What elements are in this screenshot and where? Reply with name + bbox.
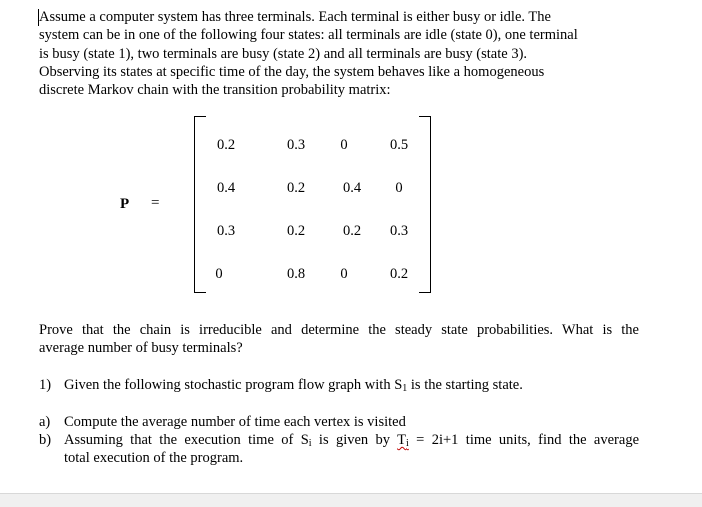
matrix-cell-3-3: 0.2 <box>389 266 409 282</box>
question-b-t: T <box>397 432 407 448</box>
question-1-marker: 1) <box>39 377 52 393</box>
question-b-part-b: is given by <box>311 432 398 448</box>
matrix-cell-0-3: 0.5 <box>389 137 409 153</box>
prove-line: average number of busy terminals? <box>39 340 243 357</box>
prove-paragraph[interactable] <box>39 321 639 358</box>
matrix-cell-3-2: 0 <box>340 266 348 282</box>
question-1-subscript: 1 <box>402 383 408 394</box>
matrix-cell-2-1: 0.2 <box>286 223 306 239</box>
question-b-part-a: Assuming that the execution time of S <box>64 432 309 448</box>
question-b-text[interactable] <box>64 431 639 468</box>
question-1-text-after: is the starting state. <box>407 377 523 393</box>
question-b-part-c: = 2i+1 time units, find the average <box>408 432 640 448</box>
matrix-cell-2-3: 0.3 <box>389 223 409 239</box>
prove-line: Prove that the chain is irreducible and determine the steady state probabilities. What is the <box>39 322 639 338</box>
question-b-spellcheck-t <box>397 432 409 448</box>
bottom-scroll-area <box>0 493 702 507</box>
intro-line: Observing its states at specific time of the day, the system behaves like a homogeneous <box>39 63 545 80</box>
matrix-cell-1-1: 0.2 <box>286 180 306 196</box>
matrix-cell-3-1: 0.8 <box>286 266 306 282</box>
matrix-equals: = <box>151 195 160 211</box>
intro-line: discrete Markov chain with the transition probability matrix: <box>39 82 391 99</box>
matrix-label: P <box>120 196 130 212</box>
question-a-marker: a) <box>39 414 51 430</box>
question-b-marker: b) <box>39 432 52 448</box>
intro-line: Assume a computer system has three terminals. Each terminal is either busy or idle. The <box>39 9 551 25</box>
question-b-sub-s: i <box>308 438 312 449</box>
question-1-text-before: Given the following stochastic program flow graph with S <box>64 377 403 393</box>
matrix-cell-0-2: 0 <box>340 137 348 153</box>
question-1-text[interactable] <box>64 376 639 394</box>
matrix-cell-1-2: 0.4 <box>342 180 362 196</box>
matrix-cell-3-0: 0 <box>215 266 223 282</box>
problem-intro[interactable] <box>39 8 639 99</box>
question-a-line: Compute the average number of time each vertex is visited <box>64 414 406 430</box>
matrix-cell-2-2: 0.2 <box>342 223 362 239</box>
matrix-cell-2-0: 0.3 <box>216 223 236 239</box>
matrix-cell-1-3: 0 <box>395 180 403 196</box>
intro-line: system can be in one of the following four states: all terminals are idle (state 0), one terminal <box>39 27 578 44</box>
intro-line: is busy (state 1), two terminals are busy (state 2) and all terminals are busy (state 3). <box>39 45 528 62</box>
question-b-sub-t: i <box>406 438 409 449</box>
question-b-line-2: total execution of the program. <box>64 450 244 467</box>
matrix-right-bracket <box>419 116 431 293</box>
matrix-cell-1-0: 0.4 <box>216 180 236 196</box>
matrix-cell-0-0: 0.2 <box>216 137 236 153</box>
matrix-cell-0-1: 0.3 <box>286 137 306 153</box>
question-a-text[interactable] <box>64 413 639 431</box>
